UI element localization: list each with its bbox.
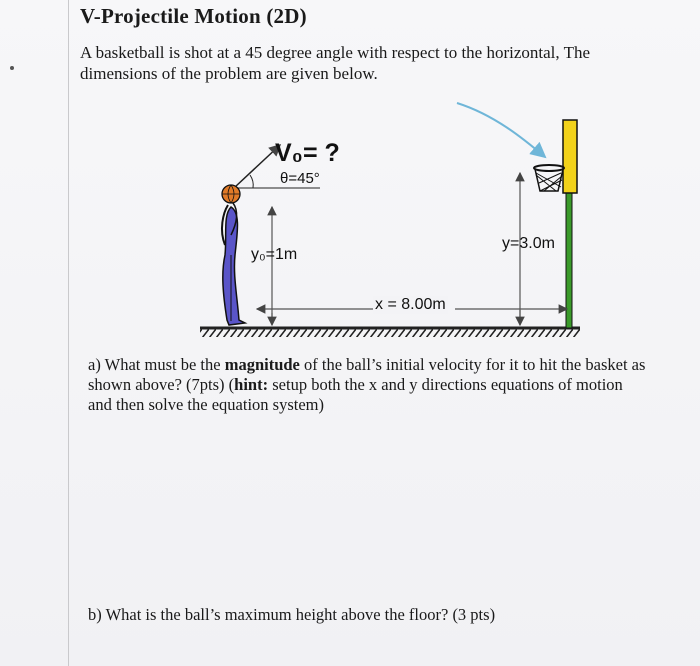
question-a-middle: of the ball’s initial velocity for it to hit the basket as shown above? (7pts) ( xyxy=(88,355,646,394)
question-a xyxy=(88,355,648,415)
margin-rule xyxy=(68,0,69,666)
question-a-prefix: a) What must be the xyxy=(88,355,225,374)
question-a-emphasis: magnitude xyxy=(224,355,300,374)
basket-height-label: y=3.0m xyxy=(502,235,555,252)
margin-dot xyxy=(10,66,14,70)
basketball-diagram xyxy=(195,95,595,345)
initial-velocity-label: V₀= ? xyxy=(275,139,340,167)
initial-height-label: y₀=1m xyxy=(251,246,298,263)
horizontal-distance-label: x = 8.00m xyxy=(375,296,446,313)
player-figure xyxy=(222,203,245,325)
backboard xyxy=(563,120,577,193)
angle-label: θ=45° xyxy=(280,170,320,187)
question-a-suffix: setup both the x and y directions equations of motion and then solve the equation system) xyxy=(88,375,623,414)
problem-intro: A basketball is shot at a 45 degree angle with respect to the horizontal, The dimensions of the problem are given below. xyxy=(80,43,591,83)
velocity-vector xyxy=(235,145,280,187)
question-b: b) What is the ball’s maximum height above the floor? (3 pts) xyxy=(88,605,496,624)
angle-arc xyxy=(250,175,253,188)
hoop-rim xyxy=(534,165,564,171)
trajectory-arc xyxy=(457,103,545,157)
page-title: V-Projectile Motion (2D) xyxy=(80,4,307,28)
question-a-hint-label: hint: xyxy=(234,375,269,394)
hoop-pole xyxy=(566,193,572,328)
